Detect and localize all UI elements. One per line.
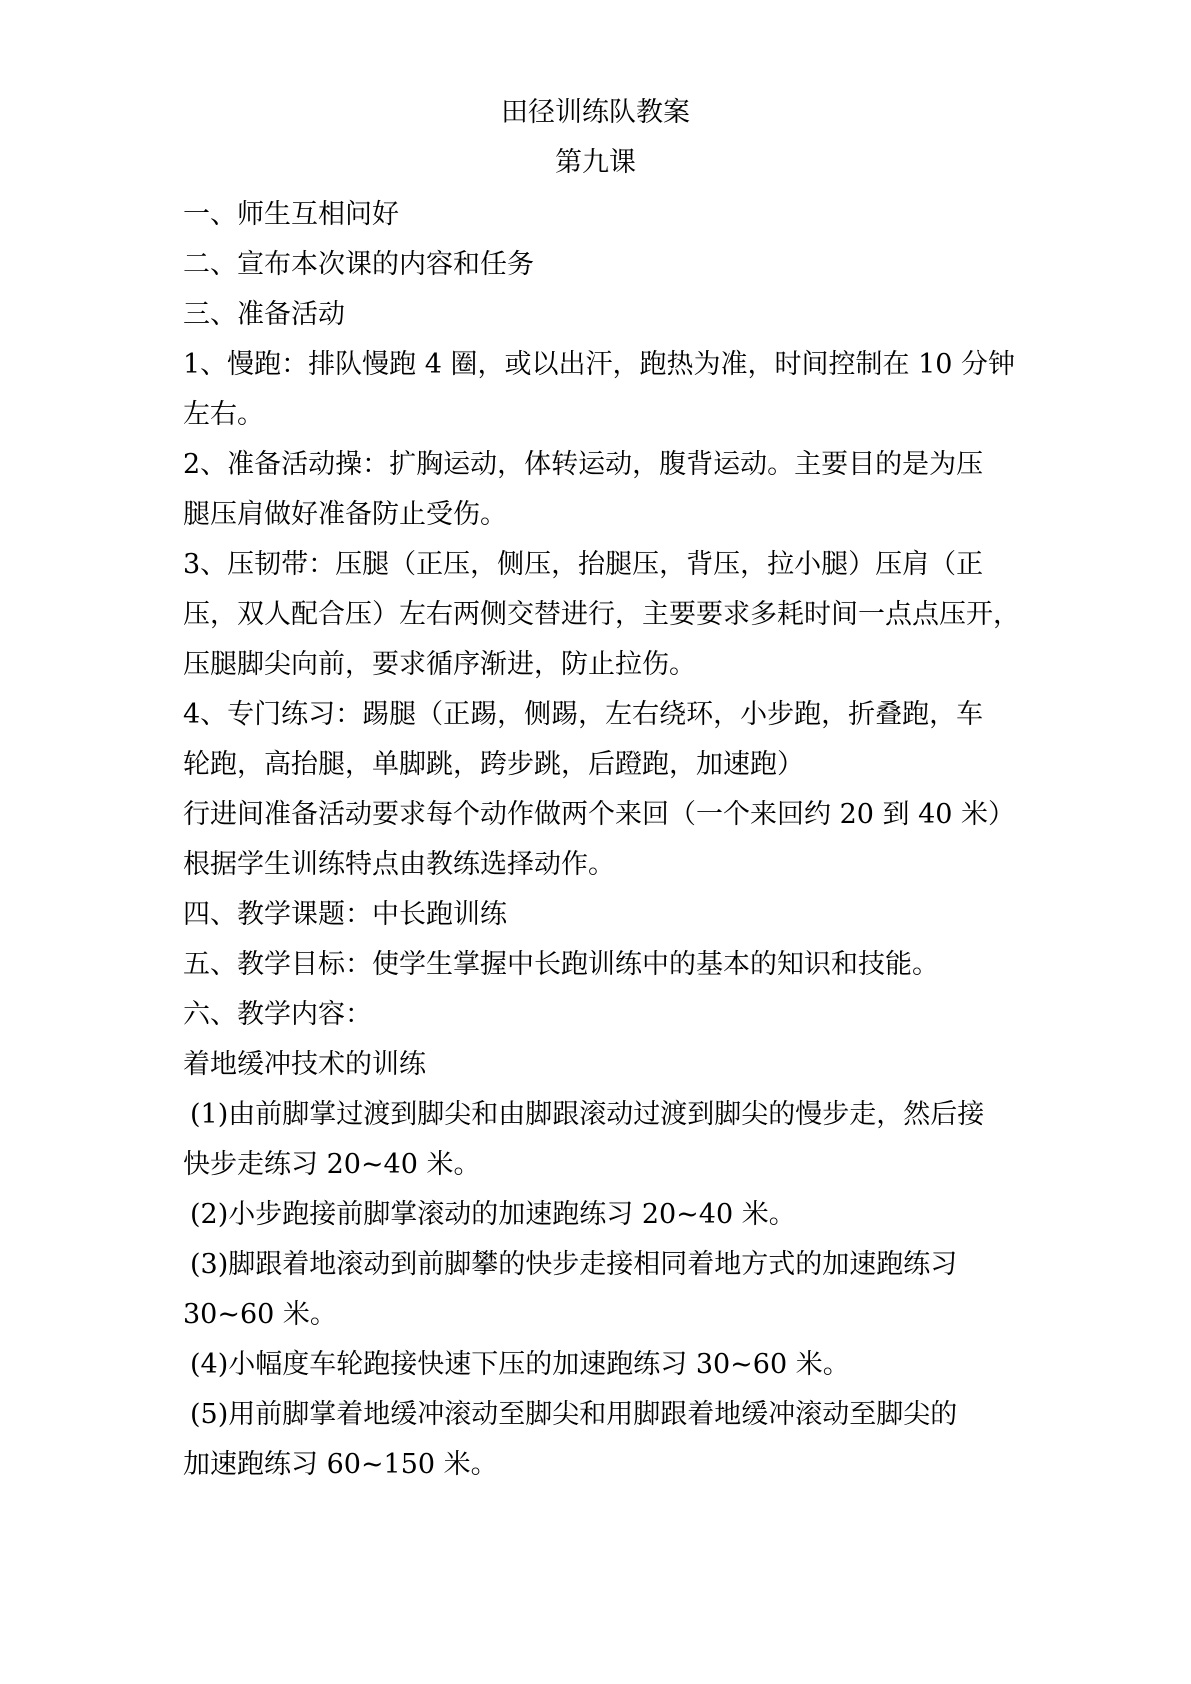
warmup-item-drills-cont: 轮跑，高抬腿，单脚跳，跨步跳，后蹬跑，加速跑） bbox=[183, 749, 804, 780]
content-item-2: (2)小步跑接前脚掌滚动的加速跑练习 20~40 米。 bbox=[190, 1199, 796, 1230]
warmup-item-jog-cont: 左右。 bbox=[183, 399, 264, 430]
content-item-3: (3)脚跟着地滚动到前脚攀的快步走接相同着地方式的加速跑练习 bbox=[190, 1249, 958, 1280]
warmup-item-stretch-cont-1: 压，双人配合压）左右两侧交替进行，主要要求多耗时间一点点压开， bbox=[183, 599, 1020, 630]
content-item-5: (5)用前脚掌着地缓冲滚动至脚尖和用脚跟着地缓冲滚动至脚尖的 bbox=[190, 1399, 958, 1430]
warmup-note-1: 行进间准备活动要求每个动作做两个来回（一个来回约 20 到 40 米） bbox=[183, 799, 1016, 830]
section-goal: 五、教学目标：使学生掌握中长跑训练中的基本的知识和技能。 bbox=[183, 949, 939, 980]
warmup-item-stretch-cont-2: 压腿脚尖向前，要求循序渐进，防止拉伤。 bbox=[183, 649, 696, 680]
section-announce: 二、宣布本次课的内容和任务 bbox=[183, 249, 534, 280]
document-title: 田径训练队教案 bbox=[501, 97, 690, 128]
warmup-note-2: 根据学生训练特点由教练选择动作。 bbox=[183, 849, 615, 880]
content-subheading: 着地缓冲技术的训练 bbox=[183, 1049, 426, 1080]
content-item-3-cont: 30~60 米。 bbox=[183, 1299, 337, 1330]
content-item-4: (4)小幅度车轮跑接快速下压的加速跑练习 30~60 米。 bbox=[190, 1349, 850, 1380]
section-warmup-heading: 三、准备活动 bbox=[183, 299, 345, 330]
warmup-item-exercise-cont: 腿压肩做好准备防止受伤。 bbox=[183, 499, 507, 530]
content-item-1-cont: 快步走练习 20~40 米。 bbox=[183, 1149, 481, 1180]
document-subtitle: 第九课 bbox=[555, 147, 636, 178]
section-topic: 四、教学课题：中长跑训练 bbox=[183, 899, 507, 930]
section-greeting: 一、师生互相问好 bbox=[183, 199, 399, 230]
warmup-item-stretch: 3、压韧带：压腿（正压，侧压，抬腿压，背压，拉小腿）压肩（正 bbox=[183, 549, 984, 580]
warmup-item-jog: 1、慢跑：排队慢跑 4 圈，或以出汗，跑热为准，时间控制在 10 分钟 bbox=[183, 349, 1016, 380]
warmup-item-drills: 4、专门练习：踢腿（正踢，侧踢，左右绕环，小步跑，折叠跑，车 bbox=[183, 699, 984, 730]
content-item-5-cont: 加速跑练习 60~150 米。 bbox=[183, 1449, 498, 1480]
document-body bbox=[183, 190, 1023, 1490]
section-content-heading: 六、教学内容： bbox=[183, 999, 372, 1030]
content-item-1: (1)由前脚掌过渡到脚尖和由脚跟滚动过渡到脚尖的慢步走，然后接 bbox=[190, 1099, 985, 1130]
warmup-item-exercise: 2、准备活动操：扩胸运动，体转运动，腹背运动。主要目的是为压 bbox=[183, 449, 984, 480]
